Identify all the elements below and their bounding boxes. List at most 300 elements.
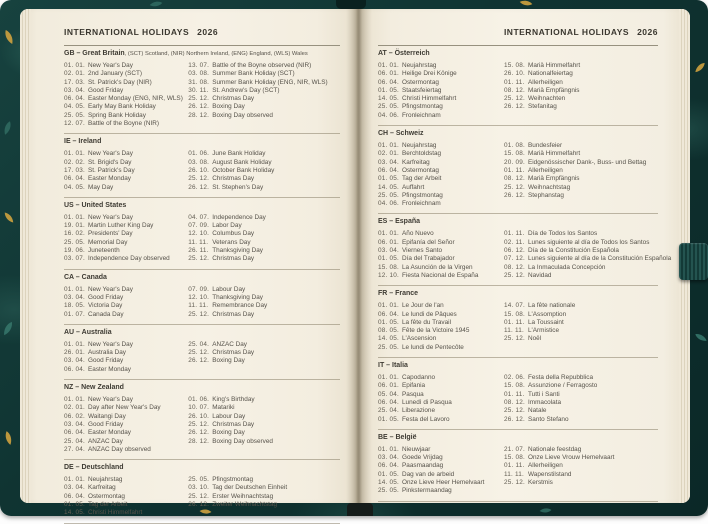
holiday-row: [504, 391, 658, 399]
holiday-name: Independence Day: [212, 213, 266, 221]
holiday-name: Mariä Empfängnis: [528, 175, 580, 183]
holiday-row: [64, 167, 188, 175]
holiday-name: Le lundi de Pâques: [402, 310, 457, 318]
holiday-row: [188, 255, 340, 263]
holiday-row: [504, 184, 658, 192]
holiday-name: Labour Day: [212, 285, 246, 293]
holiday-row: [504, 327, 658, 335]
holiday-name: Boxing Day: [212, 357, 245, 365]
holiday-name: Waitangi Day: [88, 412, 126, 420]
holiday-row: [188, 404, 340, 412]
holiday-name: New Year's Day: [88, 285, 133, 293]
holiday-name: Victoria Day: [88, 302, 123, 310]
holiday-section-gb: [64, 46, 340, 134]
holiday-date: 28. 12.: [188, 111, 210, 119]
holiday-date: 25. 12.: [188, 310, 210, 318]
holiday-name: Christmas Day: [212, 175, 255, 183]
holiday-name: Dag van de arbeid: [402, 470, 455, 478]
holiday-name: Neujahrstag: [88, 476, 123, 484]
holiday-date: 01. 05.: [378, 470, 399, 478]
holiday-date: 04. 06.: [378, 111, 399, 119]
holiday-date: 10. 07.: [188, 404, 210, 412]
holiday-date: 21. 07.: [504, 445, 525, 453]
holiday-row: [504, 142, 658, 150]
holiday-date: 25. 05.: [378, 487, 399, 495]
holiday-name: Allerheiligen: [528, 462, 563, 470]
section-columns: [64, 341, 340, 374]
holiday-name: Ostermontag: [402, 78, 439, 86]
holiday-row: [64, 302, 188, 310]
holiday-row: [378, 142, 504, 150]
holiday-date: 19. 06.: [64, 247, 85, 255]
holiday-name: Berchtoldstag: [402, 150, 442, 158]
holiday-date: 01. 01.: [64, 150, 85, 158]
holiday-date: 01. 05.: [378, 255, 399, 263]
holiday-date: 01. 01.: [64, 62, 85, 69]
holiday-name: La fête nationale: [528, 302, 576, 310]
holiday-row: [378, 335, 504, 343]
holiday-date: 01. 06.: [188, 396, 210, 404]
holiday-name: Día de la Constitución Española: [528, 247, 619, 255]
holiday-column: [504, 302, 658, 352]
holiday-date: 26. 12.: [188, 357, 210, 365]
holiday-column: [504, 374, 658, 424]
holiday-name: May Day: [88, 183, 114, 191]
holiday-row: [64, 404, 188, 412]
holiday-column: [64, 476, 188, 517]
holiday-date: 03. 10.: [188, 484, 210, 492]
holiday-date: 04. 06.: [378, 200, 399, 208]
holiday-date: 04. 07.: [188, 213, 210, 221]
holiday-column: [378, 374, 504, 424]
holiday-name: Battle of the Boyne observed (NIR): [212, 62, 312, 69]
holiday-name: L'Assomption: [528, 310, 567, 318]
holiday-date: 03. 08.: [188, 70, 210, 78]
holiday-name: Christi Himmelfahrt: [88, 509, 143, 517]
holiday-row: [504, 374, 658, 382]
holiday-date: 08. 05.: [378, 327, 399, 335]
holiday-row: [378, 70, 504, 78]
holiday-row: [504, 247, 658, 255]
section-title: [64, 46, 340, 62]
holiday-row: [504, 87, 658, 95]
holiday-row: [188, 429, 340, 437]
holiday-name: Nieuwjaar: [402, 445, 431, 453]
cover-leaf-icon: [539, 504, 553, 516]
section-code: ES – España: [378, 218, 421, 226]
holiday-column: [378, 142, 504, 208]
section-title: [64, 134, 340, 150]
holiday-date: 25. 12.: [188, 95, 210, 103]
holiday-row: [504, 239, 658, 247]
holiday-row: [64, 103, 188, 111]
section-title: [378, 430, 658, 446]
holiday-name: Tag der Deutschen Einheit: [212, 484, 288, 492]
holiday-name: ANZAC Day observed: [88, 445, 151, 453]
holiday-column: [378, 302, 504, 352]
holiday-row: [378, 487, 504, 495]
holiday-name: La Toussaint: [528, 318, 564, 326]
holiday-date: 08. 12.: [504, 86, 525, 94]
holiday-column: [378, 446, 504, 496]
holiday-row: [188, 167, 340, 175]
holiday-date: 25. 04.: [64, 437, 85, 445]
holiday-date: 02. 01.: [64, 404, 85, 412]
holiday-name: Stephanstag: [528, 191, 564, 199]
holiday-date: 15. 08.: [504, 310, 525, 318]
holiday-name: Festa della Repubblica: [528, 374, 594, 382]
holiday-date: 25. 12.: [504, 95, 525, 103]
page-year: 2026: [637, 27, 658, 37]
holiday-date: 01. 08.: [504, 142, 525, 150]
holiday-row: [64, 87, 188, 95]
holiday-name: Natale: [528, 407, 547, 415]
holiday-row: [64, 509, 188, 517]
holiday-column: [64, 214, 188, 264]
holiday-date: 27. 04.: [64, 445, 85, 453]
holiday-date: 25. 12.: [504, 478, 525, 486]
holiday-row: [64, 357, 188, 365]
holiday-row: [64, 493, 188, 501]
holiday-name: Summer Bank Holiday (SCT): [212, 70, 295, 78]
holiday-row: [188, 79, 340, 87]
holiday-date: 01. 11.: [504, 318, 525, 326]
holiday-name: Christmas Day: [212, 95, 255, 103]
holiday-name: Capodanno: [402, 374, 436, 382]
holiday-date: 26. 11.: [188, 247, 209, 255]
holiday-date: 03. 04.: [64, 357, 85, 365]
holiday-name: Wapenstilstand: [528, 470, 572, 478]
holiday-column: [64, 396, 188, 454]
holiday-name: Stefanitag: [528, 103, 557, 111]
holiday-name: Paasmaandag: [402, 462, 444, 470]
holiday-row: [64, 349, 188, 357]
section-title: [64, 198, 340, 214]
section-code: IE – Ireland: [64, 138, 102, 146]
holiday-row: [188, 438, 340, 446]
holiday-date: 01. 11.: [504, 390, 525, 398]
holiday-column: [188, 286, 340, 319]
holiday-row: [504, 454, 658, 462]
holiday-row: [188, 222, 340, 230]
holiday-row: [378, 327, 504, 335]
holiday-row: [188, 87, 340, 95]
holiday-name: Noël: [528, 335, 542, 343]
holiday-row: [504, 479, 658, 487]
holiday-section-it: [378, 358, 658, 430]
holiday-date: 14. 05.: [378, 478, 399, 486]
holiday-date: 25. 04.: [188, 340, 210, 348]
holiday-date: 31. 08.: [188, 78, 210, 86]
holiday-row: [64, 70, 188, 78]
holiday-name: Martin Luther King Day: [88, 222, 154, 230]
holiday-name: Pinkstermaandag: [402, 487, 452, 495]
section-columns: [378, 446, 658, 496]
holiday-name: ANZAC Day: [212, 340, 247, 348]
holiday-row: [504, 230, 658, 238]
holiday-row: [188, 341, 340, 349]
holiday-name: Bundesfeier: [528, 142, 563, 150]
holiday-date: 25. 05.: [378, 103, 399, 111]
holiday-name: Pfingstmontag: [402, 103, 443, 111]
holiday-column: [504, 62, 658, 120]
section-columns: [378, 62, 658, 120]
holiday-name: St. Patrick's Day: [88, 166, 135, 174]
holiday-name: Christmas Day: [212, 310, 255, 318]
holiday-row: [64, 184, 188, 192]
holiday-section-ch: [378, 126, 658, 214]
holiday-date: 26. 12.: [188, 183, 210, 191]
holiday-name: Nationalfeiertag: [528, 70, 573, 78]
holiday-date: 01. 01.: [378, 445, 399, 453]
holiday-date: 26. 10.: [504, 70, 525, 78]
holiday-row: [188, 230, 340, 238]
holiday-name: Erster Weihnachtstag: [212, 492, 274, 500]
holiday-date: 08. 12.: [504, 263, 525, 271]
holiday-date: 01. 05.: [378, 86, 399, 94]
holiday-date: 06. 04.: [64, 175, 85, 183]
holiday-name: Christmas Day: [212, 420, 255, 428]
holiday-row: [504, 272, 658, 280]
holiday-name: Neujahrstag: [402, 62, 437, 69]
holiday-row: [378, 382, 504, 390]
holiday-date: 06. 04.: [378, 462, 399, 470]
holiday-name: L'Armistice: [528, 327, 560, 335]
holiday-name: Juneteenth: [88, 247, 120, 255]
section-code: CH – Schweiz: [378, 130, 424, 138]
section-code: AU – Australia: [64, 328, 112, 336]
holiday-row: [378, 200, 504, 208]
page-year: 2026: [197, 27, 219, 37]
holiday-date: 01. 11.: [504, 462, 525, 470]
holiday-row: [378, 79, 504, 87]
holiday-row: [64, 446, 188, 454]
holiday-date: 25. 12.: [504, 335, 525, 343]
holiday-date: 03. 04.: [64, 420, 85, 428]
holiday-name: Tutti i Santi: [528, 390, 560, 398]
holiday-name: Staatsfeiertag: [402, 86, 442, 94]
section-columns: [64, 150, 340, 191]
holiday-date: 12. 10.: [378, 271, 399, 279]
holiday-row: [378, 446, 504, 454]
cover-leaf-icon: [692, 329, 708, 347]
holiday-name: Festa del Lavoro: [402, 415, 450, 423]
holiday-row: [504, 446, 658, 454]
holiday-name: Fronleichnam: [402, 200, 441, 208]
holiday-date: 25. 12.: [188, 420, 210, 428]
holiday-name: Epifanía del Señor: [402, 238, 455, 246]
holiday-row: [188, 286, 340, 294]
holiday-row: [378, 302, 504, 310]
section-columns: [64, 62, 340, 128]
holiday-name: Lunes siguiente al día de Todos los Santos: [528, 238, 650, 246]
holiday-name: Día del Trabajador: [402, 255, 455, 263]
holiday-name: Columbus Day: [212, 230, 255, 238]
holiday-row: [504, 62, 658, 70]
holiday-column: [64, 341, 188, 374]
holiday-name: New Year's Day: [88, 62, 133, 69]
holiday-date: 17. 03.: [64, 78, 85, 86]
section-code: AT – Österreich: [378, 50, 430, 57]
holiday-date: 25. 05.: [64, 111, 85, 119]
holiday-date: 06. 04.: [64, 95, 85, 103]
section-code: CA – Canada: [64, 273, 107, 281]
holiday-column: [504, 446, 658, 496]
holiday-row: [504, 302, 658, 310]
left-page-header: [64, 22, 340, 40]
spine-notch-bottom: [347, 503, 373, 516]
holiday-date: 14. 05.: [64, 509, 85, 517]
holiday-name: Pfingstmontag: [402, 191, 443, 199]
right-page: [358, 9, 690, 503]
holiday-name: New Year's Day: [88, 340, 133, 348]
holiday-name: Canada Day: [88, 310, 124, 318]
holiday-name: Nationale feestdag: [528, 445, 582, 453]
holiday-date: 06. 01.: [378, 70, 399, 78]
holiday-name: Weihnachtstag: [528, 183, 571, 191]
holiday-name: Allerheiligen: [528, 78, 563, 86]
holiday-row: [378, 407, 504, 415]
holiday-name: Karfreitag: [88, 484, 116, 492]
holiday-name: Tag der Arbeit: [88, 500, 128, 508]
section-columns: [378, 142, 658, 208]
holiday-column: [64, 286, 188, 319]
holiday-name: Año Nuevo: [402, 230, 434, 238]
holiday-row: [64, 95, 188, 103]
holiday-name: Immacolata: [528, 398, 562, 406]
holiday-row: [64, 159, 188, 167]
section-title: [378, 358, 658, 374]
holiday-section-es: [378, 214, 672, 286]
holiday-row: [64, 294, 188, 302]
holiday-name: Fête de la Victoire 1945: [402, 327, 470, 335]
holiday-date: 14. 05.: [378, 183, 399, 191]
holiday-date: 14. 05.: [378, 95, 399, 103]
holiday-name: Mariä Empfängnis: [528, 86, 580, 94]
holiday-date: 12. 07.: [64, 120, 85, 128]
holiday-date: 01. 01.: [64, 285, 85, 293]
holiday-date: 06. 04.: [378, 78, 399, 86]
holiday-date: 15. 08.: [504, 62, 525, 69]
holiday-row: [504, 462, 658, 470]
holiday-row: [188, 214, 340, 222]
holiday-row: [188, 159, 340, 167]
holiday-name: Santo Stefano: [528, 415, 569, 423]
holiday-date: 02. 11.: [504, 238, 525, 246]
holiday-row: [64, 239, 188, 247]
section-title: [64, 460, 340, 476]
holiday-row: [504, 103, 658, 111]
holiday-row: [188, 311, 340, 319]
holiday-row: [378, 87, 504, 95]
holiday-section-au: [64, 325, 340, 380]
holiday-date: 04. 05.: [64, 183, 85, 191]
holiday-row: [378, 175, 504, 183]
holiday-name: Karfreitag: [402, 158, 430, 166]
holiday-name: Easter Monday: [88, 175, 131, 183]
holiday-row: [188, 103, 340, 111]
holiday-name: Navidad: [528, 271, 552, 279]
holiday-name: Good Friday: [88, 357, 124, 365]
holiday-date: 02. 06.: [504, 374, 525, 382]
cover-leaf-icon: [690, 58, 708, 77]
holiday-date: 03. 04.: [378, 247, 399, 255]
holiday-date: 08. 12.: [504, 398, 525, 406]
holiday-row: [188, 62, 340, 70]
holiday-row: [64, 396, 188, 404]
holiday-name: St. Patrick's Day (NIR): [88, 78, 152, 86]
holiday-date: 06. 04.: [64, 429, 85, 437]
holiday-name: Remembrance Day: [212, 302, 268, 310]
holiday-name: L'Ascension: [402, 335, 437, 343]
holiday-row: [504, 79, 658, 87]
holiday-row: [378, 391, 504, 399]
holiday-name: Presidents' Day: [88, 230, 133, 238]
holiday-row: [504, 150, 658, 158]
holiday-date: 03. 04.: [378, 454, 399, 462]
holiday-name: Good Friday: [88, 293, 124, 301]
holiday-name: Kerstmis: [528, 478, 553, 486]
holiday-column: [188, 476, 340, 517]
holiday-date: 20. 09.: [504, 158, 525, 166]
holiday-date: 01. 07.: [64, 310, 85, 318]
holiday-name: St. Brigid's Day: [88, 158, 132, 166]
holiday-date: 28. 12.: [188, 437, 210, 445]
holiday-date: 06. 04.: [378, 166, 399, 174]
holiday-date: 11. 11.: [504, 470, 524, 478]
holiday-date: 01. 11.: [504, 230, 525, 238]
holiday-row: [64, 230, 188, 238]
holiday-date: 06. 04.: [64, 365, 85, 373]
holiday-date: 14. 07.: [504, 302, 525, 310]
holiday-row: [64, 112, 188, 120]
holiday-row: [64, 222, 188, 230]
holiday-name: October Bank Holiday: [212, 166, 275, 174]
section-columns: [378, 230, 672, 280]
page-title: INTERNATIONAL HOLIDAYS: [64, 27, 190, 37]
holiday-name: La fête du Travail: [402, 318, 452, 326]
section-title: [378, 46, 658, 62]
holiday-date: 01. 01.: [64, 340, 85, 348]
holiday-row: [64, 413, 188, 421]
section-title: [378, 286, 658, 302]
holiday-row: [378, 150, 504, 158]
cover-leaf-icon: [0, 26, 19, 48]
holiday-name: Veterans Day: [212, 238, 251, 246]
holiday-date: 01. 01.: [378, 230, 399, 238]
holiday-date: 06. 04.: [378, 398, 399, 406]
holiday-date: 25. 04.: [378, 407, 399, 415]
holiday-row: [188, 70, 340, 78]
holiday-date: 26. 12.: [504, 191, 525, 199]
holiday-name: Thanksgiving Day: [212, 293, 263, 301]
holiday-date: 01. 01.: [64, 213, 85, 221]
holiday-row: [504, 311, 658, 319]
section-note: , (SCT) Scotland, (NIR) Northern Ireland, (ENG) England, (WLS) Wales: [124, 51, 308, 57]
holiday-row: [504, 382, 658, 390]
holiday-date: 01. 11.: [504, 166, 525, 174]
right-sections: [378, 46, 672, 502]
holiday-date: 15. 08.: [378, 263, 399, 271]
holiday-row: [64, 214, 188, 222]
section-code: GB – Great Britain: [64, 50, 125, 57]
holiday-name: Good Friday: [88, 86, 124, 94]
holiday-date: 11. 11.: [188, 302, 209, 310]
holiday-name: New Year's Day: [88, 150, 133, 158]
holiday-row: [504, 255, 672, 263]
holiday-column: [504, 142, 658, 208]
holiday-date: 01. 01.: [64, 476, 85, 484]
